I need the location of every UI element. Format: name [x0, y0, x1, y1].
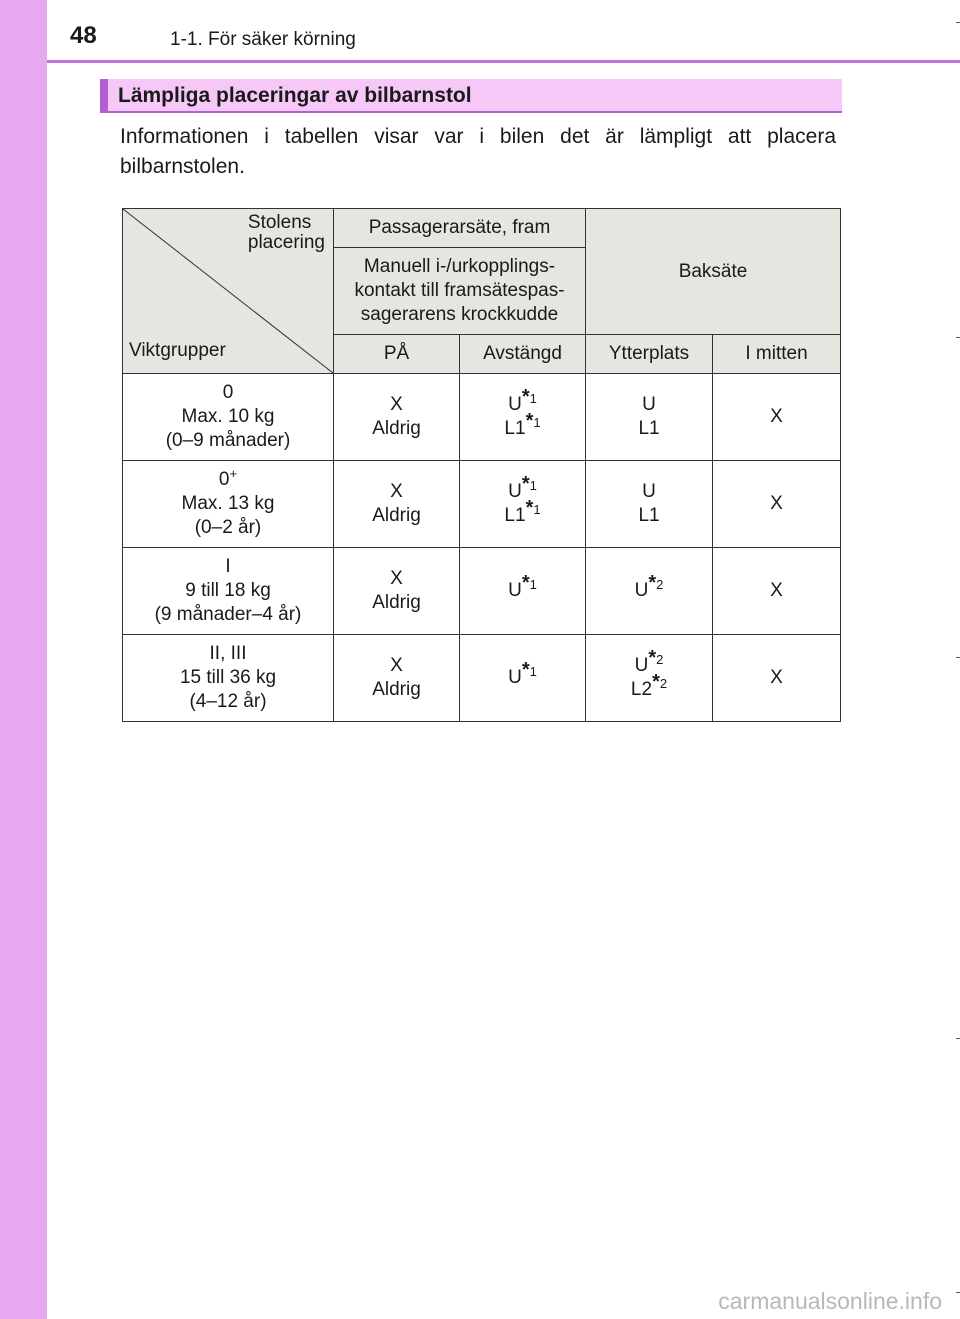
- cell-outer: $U^{*2}$: [586, 548, 713, 635]
- weight-group-cell: I 9 till 18 kg (9 månader–4 år): [123, 548, 334, 635]
- asterisk-icon: *: [521, 386, 530, 408]
- asterisk-icon: *: [652, 671, 660, 693]
- cell-off: $U^{*1}$ L1$^{*1}$: [460, 461, 586, 548]
- weight-group-cell: II, III 15 till 36 kg (4–12 år): [123, 635, 334, 722]
- weight-group-cell: 0 Max. 10 kg (0–9 månader): [123, 374, 334, 461]
- rear-seat-header: Baksäte: [586, 209, 841, 335]
- corner-header-weight: Viktgrupper: [129, 340, 226, 361]
- side-color-strip: [0, 0, 47, 1319]
- table-corner-cell: [123, 209, 334, 374]
- table-row: [123, 374, 841, 461]
- footnote-marker: *1: [521, 659, 537, 681]
- child-seat-table: [122, 208, 841, 722]
- intro-paragraph: Informationen i tabellen visar var i bilen det är lämpligt att placera bilbarnstolen.: [120, 125, 836, 178]
- table-row: [123, 635, 841, 722]
- asterisk-icon: *: [521, 473, 530, 495]
- section-heading: [100, 79, 842, 113]
- cell-center: X: [713, 635, 841, 722]
- cell-on: X Aldrig: [334, 461, 460, 548]
- footnote-marker: *1: [525, 410, 541, 432]
- asterisk-icon: *: [525, 410, 534, 432]
- footnote-marker: *2: [648, 572, 664, 594]
- col-header-off: Avstängd: [460, 335, 586, 374]
- cell-center: X: [713, 548, 841, 635]
- cell-center: X: [713, 374, 841, 461]
- footnote-marker: *2: [648, 647, 664, 669]
- cell-outer: U L1: [586, 461, 713, 548]
- asterisk-icon: *: [521, 659, 530, 681]
- page-number: 48: [70, 22, 97, 49]
- cell-center: X: [713, 461, 841, 548]
- footnote-marker: *2: [652, 671, 668, 693]
- cell-on: X Aldrig: [334, 635, 460, 722]
- footnote-marker: *1: [521, 386, 537, 408]
- cell-outer: U L1: [586, 374, 713, 461]
- col-header-outer: Ytterplats: [586, 335, 713, 374]
- col-header-center: I mitten: [713, 335, 841, 374]
- watermark: carmanualsonline.info: [718, 1288, 942, 1314]
- cell-outer: $U^{*2}$ L2$^{*2}$: [586, 635, 713, 722]
- footnote-marker: *1: [525, 497, 541, 519]
- table-row: [123, 548, 841, 635]
- front-seat-header: Passagerarsäte, fram: [334, 209, 586, 248]
- asterisk-icon: *: [525, 497, 534, 519]
- cell-on: X Aldrig: [334, 548, 460, 635]
- cell-on: X Aldrig: [334, 374, 460, 461]
- corner-header-seat: Stolens placering: [247, 212, 325, 253]
- asterisk-icon: *: [521, 572, 530, 594]
- footnote-marker: *1: [521, 473, 537, 495]
- asterisk-icon: *: [648, 647, 657, 669]
- col-header-on: PÅ: [334, 335, 460, 374]
- chapter-title: 1-1. För säker körning: [170, 29, 356, 50]
- cell-off: $U^{*1}$ L1$^{*1}$: [460, 374, 586, 461]
- asterisk-icon: *: [648, 572, 657, 594]
- group-superscript: +: [229, 466, 238, 481]
- header-rule: [47, 60, 960, 63]
- cell-off: $U^{*1}$: [460, 548, 586, 635]
- cell-off: $U^{*1}$: [460, 635, 586, 722]
- airbag-switch-header: Manuell i-/urkopplings- kontakt till framsätespas- sagerarens krockkudde: [334, 248, 586, 335]
- table-row: [123, 461, 841, 548]
- section-title: Lämpliga placeringar av bilbarnstol: [118, 84, 472, 107]
- weight-group-cell: 0+ Max. 13 kg (0–2 år): [123, 461, 334, 548]
- footnote-marker: *1: [521, 572, 537, 594]
